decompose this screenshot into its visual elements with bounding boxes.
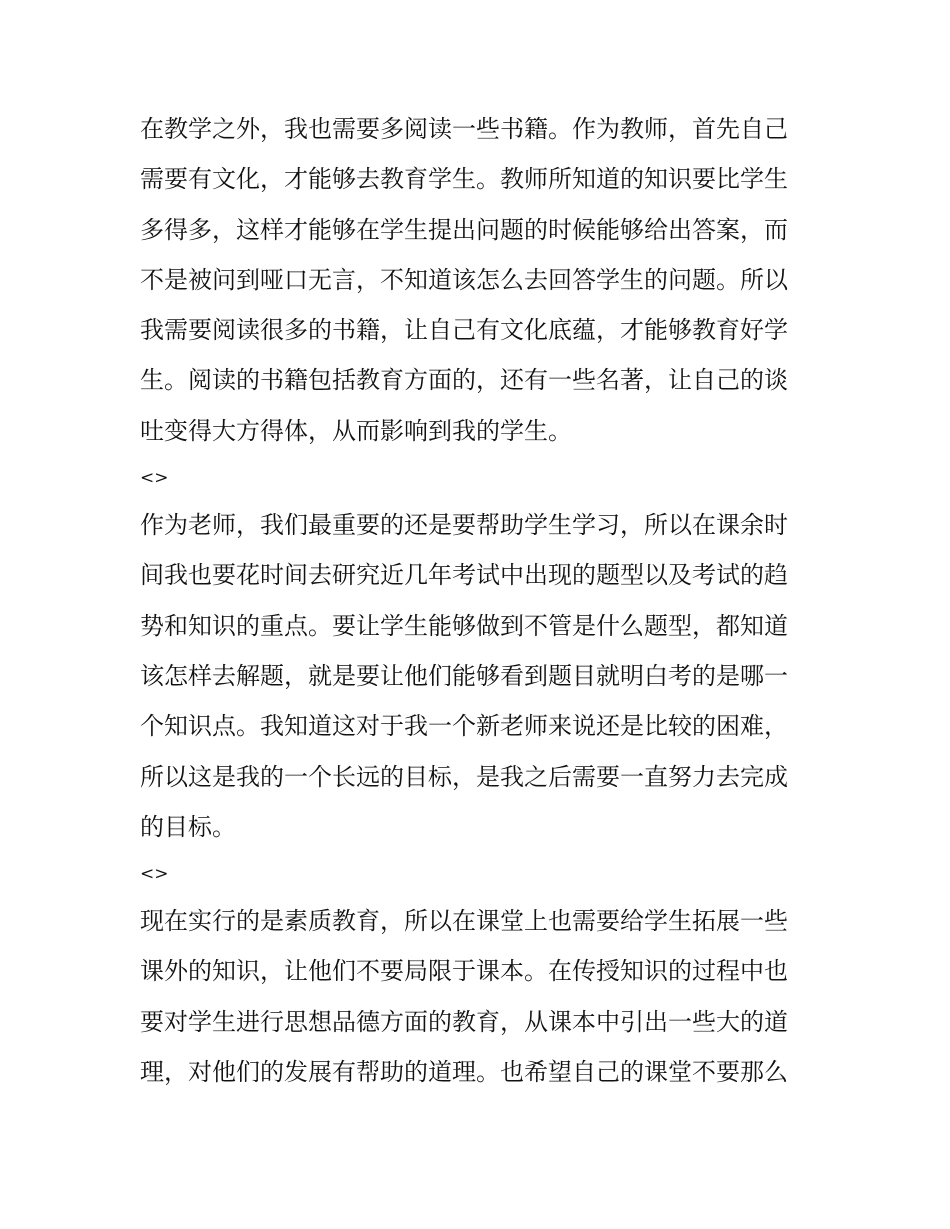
text-line: 我需要阅读很多的书籍，让自己有文化底蕴，才能够教育好学 xyxy=(140,316,788,345)
section-separator: <> xyxy=(140,864,169,885)
text-line: 个知识点。我知道这对于我一个新老师来说还是比较的困难， xyxy=(140,712,788,741)
text-line: 该怎样去解题，就是要让他们能够看到题目就明白考的是哪一 xyxy=(140,661,788,690)
paragraph-reading-books xyxy=(140,104,812,456)
text-line: 生。阅读的书籍包括教育方面的，还有一些名著，让自己的谈 xyxy=(140,366,788,395)
paragraph-exam-research xyxy=(140,500,812,852)
text-line: 间我也要花时间去研究近几年考试中出现的题型以及考试的趋 xyxy=(140,561,788,590)
text-line: 吐变得大方得体，从而影响到我的学生。 xyxy=(140,416,572,445)
section-separator: <> xyxy=(140,468,169,489)
text-line: 在教学之外，我也需要多阅读一些书籍。作为教师，首先自己 xyxy=(140,115,788,143)
text-line: 势和知识的重点。要让学生能够做到不管是什么题型，都知道 xyxy=(140,611,788,640)
text-line: 现在实行的是素质教育，所以在课堂上也需要给学生拓展一些 xyxy=(140,907,788,936)
paragraph-quality-education xyxy=(140,896,812,1097)
text-line: 所以这是我的一个长远的目标，是我之后需要一直努力去完成 xyxy=(140,762,788,791)
text-line: 不是被问到哑口无言，不知道该怎么去回答学生的问题。所以 xyxy=(140,265,788,294)
text-line: 要对学生进行思想品德方面的教育，从课本中引出一些大的道 xyxy=(140,1007,788,1036)
text-line: 多得多，这样才能够在学生提出问题的时候能够给出答案，而 xyxy=(140,215,788,244)
text-line: 作为老师，我们最重要的还是要帮助学生学习，所以在课余时 xyxy=(140,511,788,540)
text-line: 课外的知识，让他们不要局限于课本。在传授知识的过程中也 xyxy=(140,957,788,986)
text-line: 理，对他们的发展有帮助的道理。也希望自己的课堂不要那么 xyxy=(140,1058,788,1087)
document-page xyxy=(140,104,812,1097)
text-line: 的目标。 xyxy=(140,812,236,841)
text-line: 需要有文化，才能够去教育学生。教师所知道的知识要比学生 xyxy=(140,165,788,194)
